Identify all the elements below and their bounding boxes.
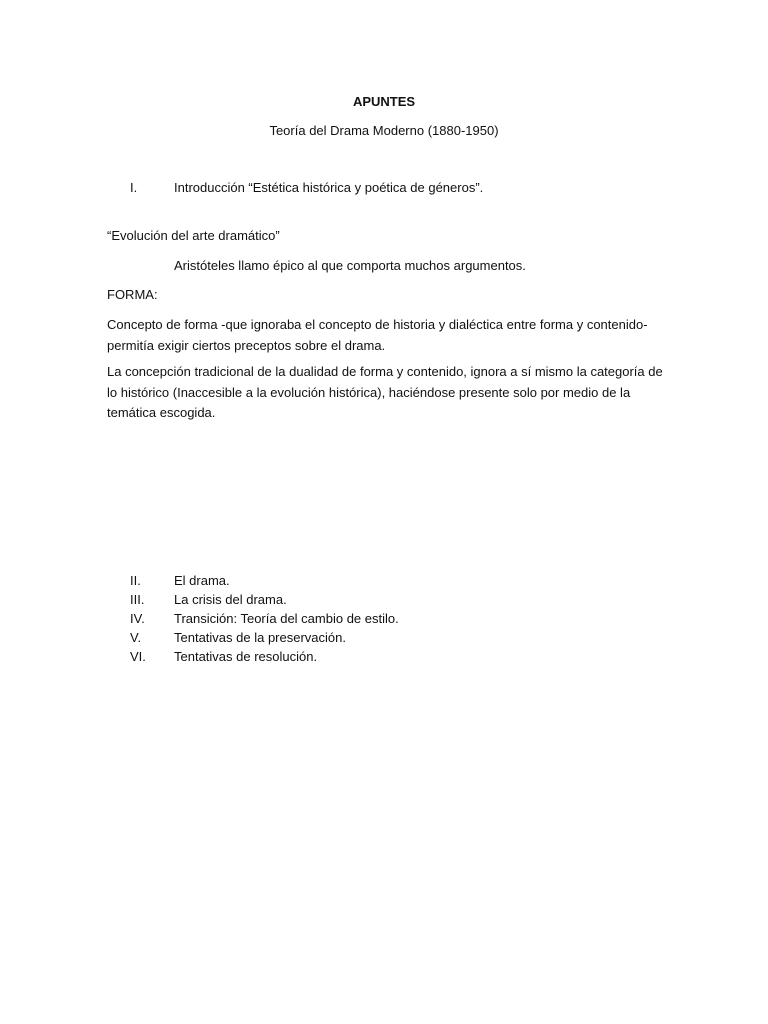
forma-heading: FORMA:	[107, 287, 158, 302]
aristotle-line: Aristóteles llamo épico al que comporta muchos argumentos.	[174, 258, 526, 273]
list-item-number: VI.	[130, 649, 146, 664]
paragraph-2	[107, 362, 667, 424]
list-item-number: II.	[130, 573, 141, 588]
list-item	[130, 571, 399, 590]
list-item	[130, 628, 399, 647]
list-item-title: La crisis del drama.	[174, 592, 287, 607]
document-heading: APUNTES	[352, 94, 416, 109]
paragraph-1	[107, 315, 667, 356]
list-item-title: Transición: Teoría del cambio de estilo.	[174, 611, 399, 626]
list-item	[130, 609, 399, 628]
outline-list	[130, 571, 399, 666]
list-item-title: Tentativas de resolución.	[174, 649, 318, 664]
list-item-number: V.	[130, 630, 142, 645]
section-1-number: I.	[130, 180, 138, 195]
list-item-number: IV.	[130, 611, 145, 626]
paragraph-2-text: La concepción tradicional de la dualidad de forma y contenido, ignora a sí mismo la categoría de lo histórico (Inaccesible a la evolución histórica), haciéndose presente solo por medio de la temática escogida.	[107, 364, 663, 420]
list-item-title: Tentativas de la preservación.	[174, 630, 346, 645]
section-1-title: Introducción “Estética histórica y poética de géneros”.	[174, 180, 484, 195]
list-item	[130, 590, 399, 609]
document-subtitle: Teoría del Drama Moderno (1880-1950)	[269, 123, 499, 138]
list-item	[130, 647, 399, 666]
paragraph-1-text: Concepto de forma -que ignoraba el concepto de historia y dialéctica entre forma y contenido-permitía exigir ciertos preceptos sobre el drama.	[107, 317, 648, 353]
list-item-number: III.	[130, 592, 145, 607]
quote-heading: “Evolución del arte dramático”	[107, 228, 280, 243]
list-item-title: El drama.	[174, 573, 230, 588]
